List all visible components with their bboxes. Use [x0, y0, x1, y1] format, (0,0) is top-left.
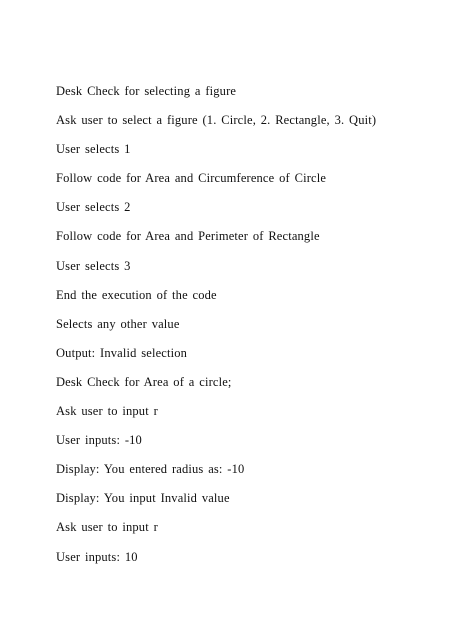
document-line: Desk Check for selecting a figure — [56, 84, 237, 98]
document-line: Follow code for Area and Perimeter of Rectangle — [56, 229, 320, 244]
document-line: User selects 2 — [56, 200, 131, 215]
document-line: End the execution of the code — [56, 287, 217, 302]
document-line: Desk Check for Area of a circle; — [56, 374, 232, 389]
document-line: Display: You input Invalid value — [56, 491, 230, 506]
document-line: Follow code for Area and Circumference of Circle — [56, 171, 327, 186]
document-line: User selects 3 — [56, 258, 131, 273]
document-line: Selects any other value — [56, 316, 180, 331]
document-line: Ask user to input r — [56, 520, 158, 535]
document-line: Display: You entered radius as: -10 — [56, 462, 245, 477]
document-line: User inputs: -10 — [56, 433, 142, 448]
document-line: Ask user to select a figure (1. Circle, 2. Rectangle, 3. Quit) — [56, 113, 377, 128]
document-line: User inputs: 10 — [56, 549, 138, 564]
document-body — [56, 83, 376, 578]
document-line: Output: Invalid selection — [56, 345, 188, 360]
document-line: User selects 1 — [56, 142, 131, 157]
document-line: Ask user to input r — [56, 404, 158, 419]
